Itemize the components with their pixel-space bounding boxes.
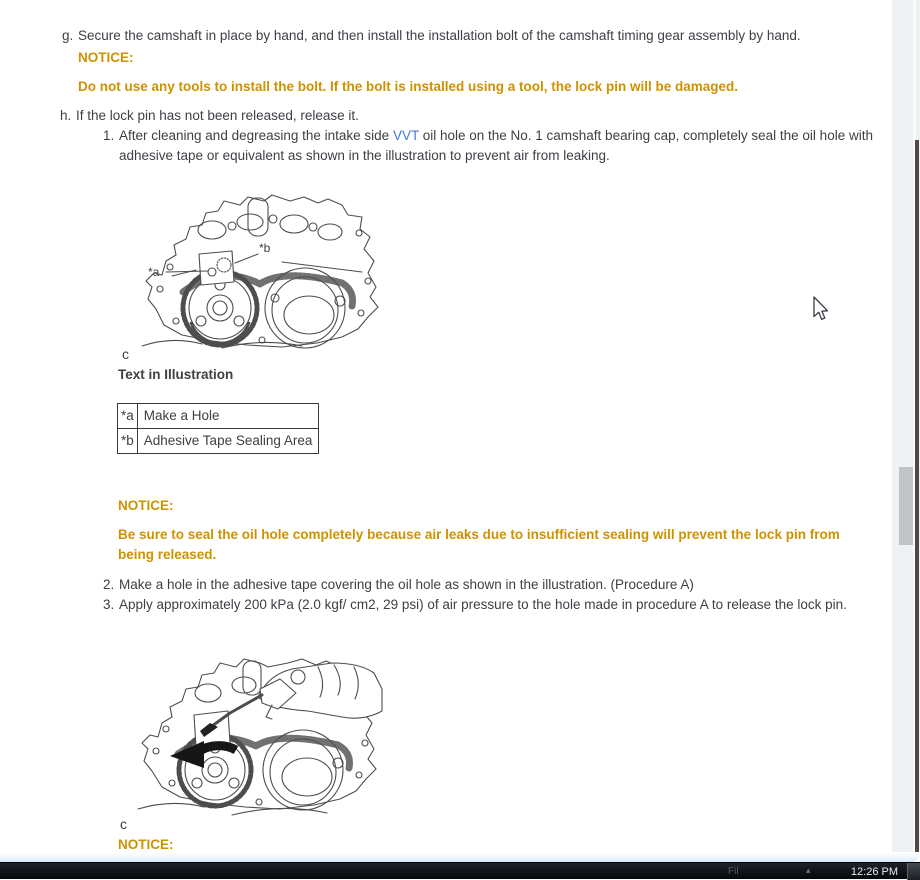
figure-1-callout-a: *a [148, 265, 160, 279]
figure-2-air-pressure-illustration [112, 653, 384, 818]
step-g-text: Secure the camshaft in place by hand, and then install the installation bolt of the camshaft timing gear assembly by hand. [78, 28, 801, 43]
window-bottom-edge [0, 852, 920, 862]
substep-1-text-after: oil hole on the No. 1 camshaft bearing cap, completely seal the oil hole with adhesive tape or equivalent as shown in the illustration to prevent air from leaking. [119, 128, 873, 163]
legend-row [118, 404, 319, 429]
figure-1-callout-b: *b [259, 241, 271, 255]
substep-2-text: Make a hole in the adhesive tape covering the oil hole as shown in the illustration. (Procedure A) [119, 577, 694, 592]
step-g-marker: g. [62, 28, 74, 43]
substep-3-text: Apply approximately 200 kPa (2.0 kgf/ cm2, 29 psi) of air pressure to the hole made in procedure A to release the lock pin. [119, 597, 847, 612]
show-desktop-button[interactable] [907, 863, 920, 880]
notice-2-body: Be sure to seal the oil hole completely because air leaks due to insufficient sealing will prevent the lock pin from being released. [118, 527, 840, 562]
substep-3-item [103, 595, 855, 615]
step-g-item [62, 26, 864, 46]
figure-2-caption: c [120, 816, 127, 832]
legend-table [117, 403, 319, 454]
substep-2-item [103, 575, 823, 595]
substep-1-item [103, 126, 879, 166]
substep-2-marker: 2. [103, 577, 115, 592]
substep-1-text-before: After cleaning and degreasing the intake side [119, 128, 393, 143]
taskbar-clock[interactable]: 12:26 PM [850, 866, 898, 878]
tray-expand-icon[interactable]: ▴ [806, 865, 811, 875]
tray-text: Fil [728, 866, 739, 877]
step-h-marker: h. [60, 108, 72, 123]
notice-1-body: Do not use any tools to install the bolt. If the bolt is installed using a tool, the lock pin will be damaged. [78, 79, 739, 94]
scrollbar-thumb[interactable] [899, 467, 913, 545]
substep-1-text [119, 128, 873, 163]
legend-key-cell: *b [118, 429, 138, 454]
legend-value-cell: Make a Hole [137, 404, 319, 429]
text-in-illustration-heading: Text in Illustration [118, 367, 234, 382]
substep-3-marker: 3. [103, 597, 115, 612]
legend-value-cell: Adhesive Tape Sealing Area [137, 429, 319, 454]
legend-row [118, 429, 319, 454]
legend-key-cell: *a [118, 404, 138, 429]
step-h-item [60, 106, 560, 126]
step-h-text: If the lock pin has not been released, release it. [76, 108, 359, 123]
window-right-edge [915, 140, 919, 854]
taskbar [0, 862, 920, 879]
figure-1-camshaft-seal-illustration [112, 188, 397, 350]
notice-2-label: NOTICE: [118, 498, 174, 513]
notice-1-label: NOTICE: [78, 50, 134, 65]
vvt-link[interactable]: VVT [392, 128, 419, 143]
figure-1-caption: c [122, 346, 129, 362]
substep-1-marker: 1. [103, 128, 115, 143]
notice-3-label: NOTICE: [118, 837, 174, 852]
